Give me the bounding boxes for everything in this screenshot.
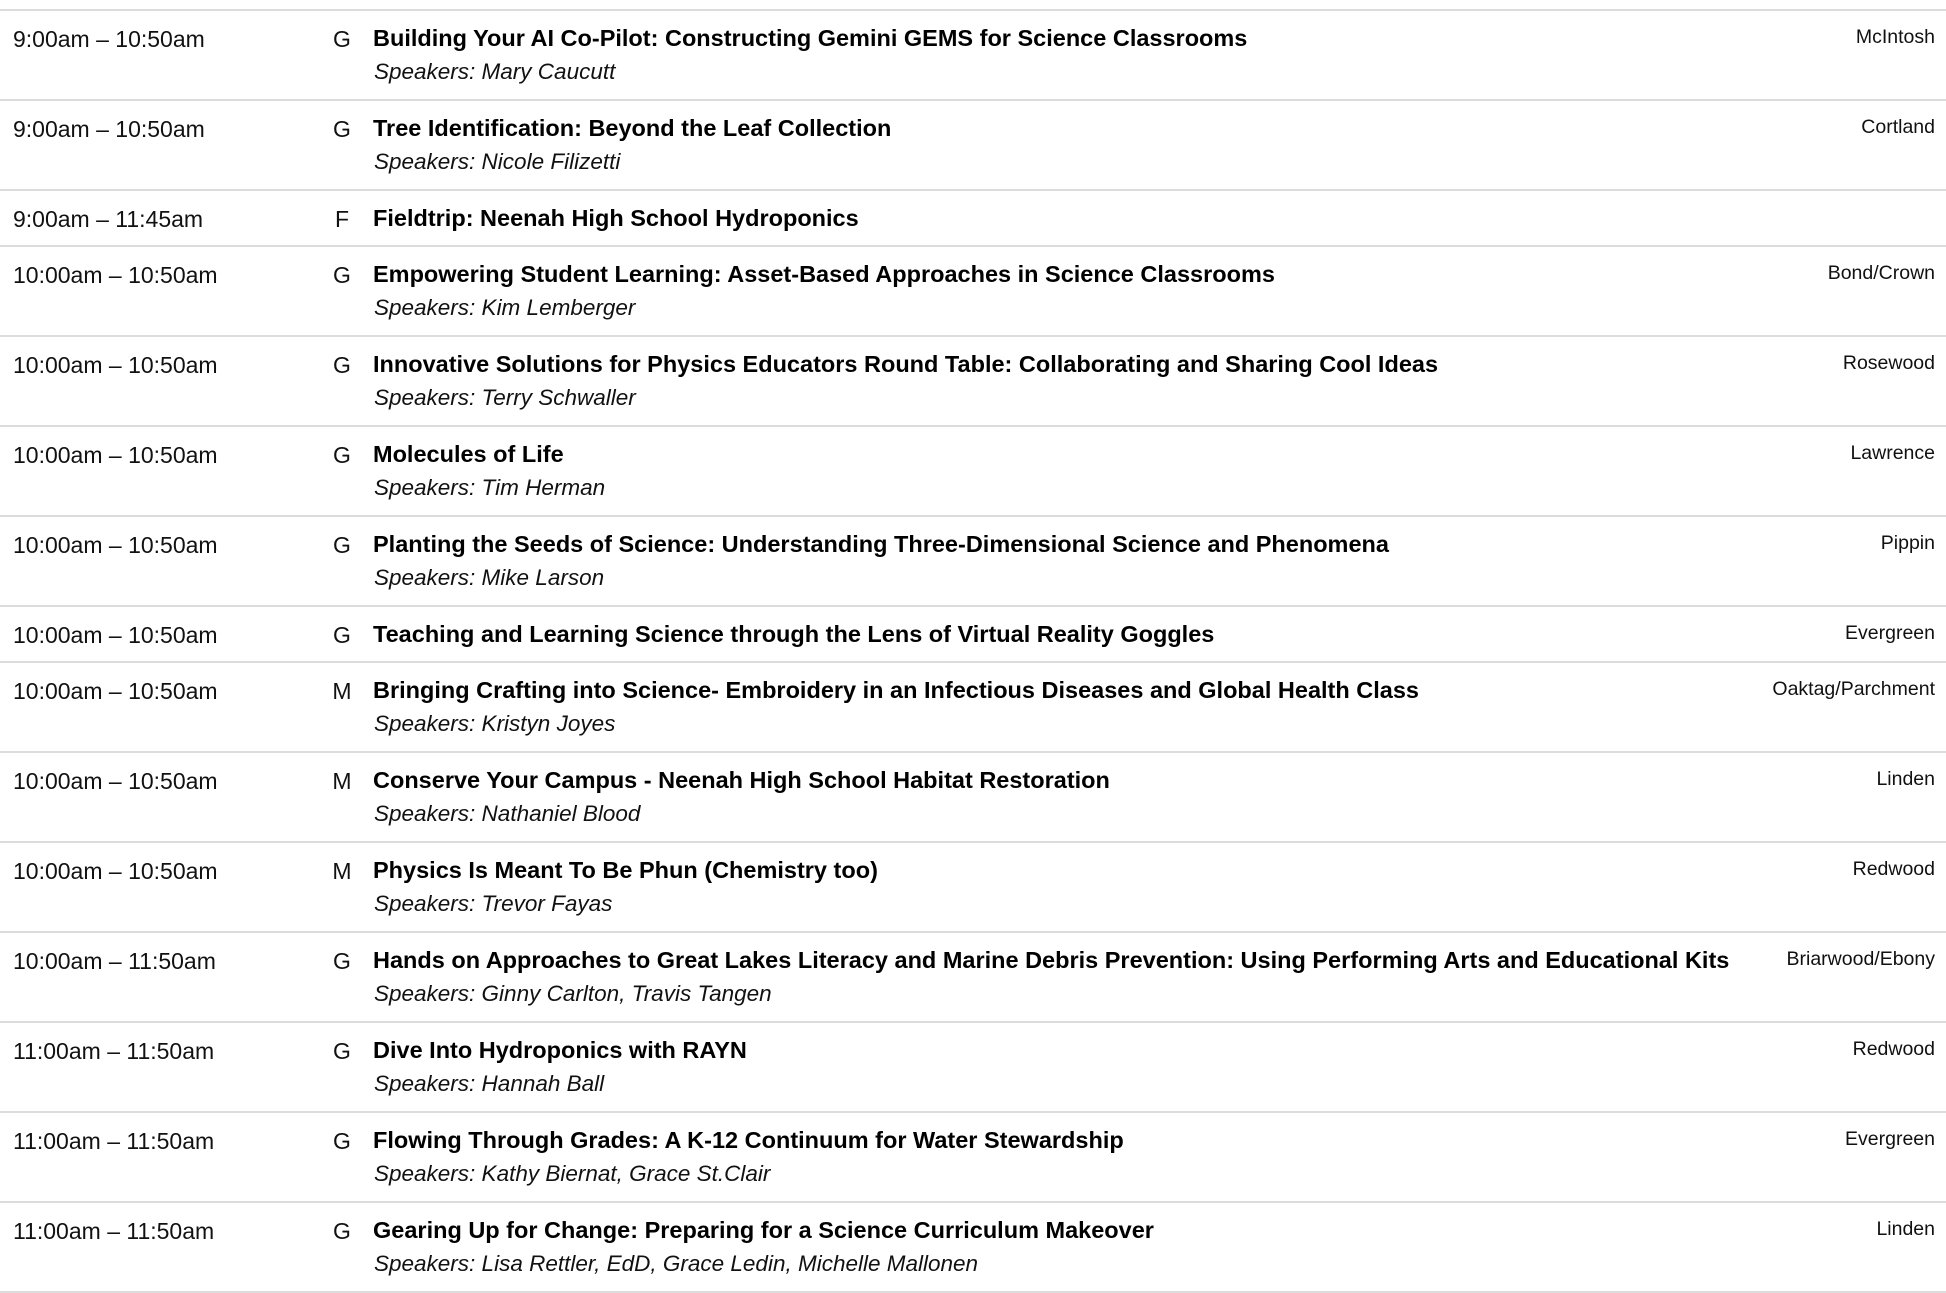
session-time: 10:00am – 10:50am (13, 262, 218, 288)
session-room: Lawrence (1850, 442, 1935, 464)
session-title-link[interactable]: Building Your AI Co-Pilot: Constructing Gemini GEMS for Science Classrooms (373, 25, 1248, 51)
session-time: 11:00am – 11:50am (13, 1038, 215, 1064)
session-title-link[interactable]: Planting the Seeds of Science: Understanding Three-Dimensional Science and Phenomena (373, 531, 1389, 557)
session-track: G (333, 1218, 351, 1244)
session-time: 10:00am – 10:50am (13, 622, 218, 648)
session-time: 10:00am – 10:50am (13, 858, 218, 884)
session-speakers: Speakers: Ginny Carlton, Travis Tangen (374, 981, 772, 1006)
session-time: 10:00am – 11:50am (13, 948, 216, 974)
session-speakers: Speakers: Kathy Biernat, Grace St.Clair (374, 1161, 771, 1186)
session-track: G (333, 1128, 351, 1154)
session-time: 9:00am – 10:50am (13, 116, 205, 142)
session-row[interactable] (0, 1023, 1946, 1113)
session-row[interactable] (0, 1203, 1946, 1293)
session-room: Pippin (1880, 532, 1935, 554)
session-room: Briarwood/Ebony (1786, 948, 1935, 970)
session-room: Oaktag/Parchment (1772, 678, 1935, 700)
session-row[interactable] (0, 427, 1946, 517)
session-track: G (333, 1038, 351, 1064)
session-speakers: Speakers: Mike Larson (374, 565, 605, 590)
session-track: G (333, 352, 351, 378)
session-room: Evergreen (1845, 622, 1935, 644)
session-room: Redwood (1852, 858, 1935, 880)
session-time: 10:00am – 10:50am (13, 442, 218, 468)
session-track: M (332, 678, 352, 704)
session-speakers: Speakers: Trevor Fayas (374, 891, 613, 916)
session-speakers: Speakers: Nicole Filizetti (374, 149, 621, 174)
session-time: 10:00am – 10:50am (13, 768, 218, 794)
session-room: Rosewood (1842, 352, 1935, 374)
session-track: G (333, 622, 351, 648)
session-row[interactable] (0, 247, 1946, 337)
session-row[interactable] (0, 11, 1946, 101)
session-row[interactable] (0, 101, 1946, 191)
schedule-list (0, 9, 1946, 1293)
session-track: F (334, 206, 350, 232)
session-row[interactable] (0, 843, 1946, 933)
session-title-link[interactable]: Empowering Student Learning: Asset-Based Approaches in Science Classrooms (373, 261, 1275, 287)
session-time: 11:00am – 11:50am (13, 1128, 215, 1154)
session-speakers: Speakers: Nathaniel Blood (374, 801, 641, 826)
session-row[interactable] (0, 607, 1946, 663)
session-title-link[interactable]: Flowing Through Grades: A K-12 Continuum for Water Stewardship (373, 1127, 1124, 1153)
session-speakers: Speakers: Terry Schwaller (374, 385, 636, 410)
session-row[interactable] (0, 337, 1946, 427)
session-room: Evergreen (1845, 1128, 1935, 1150)
session-title-link[interactable]: Innovative Solutions for Physics Educators Round Table: Collaborating and Sharing Cool Ideas (373, 351, 1439, 377)
session-speakers: Speakers: Tim Herman (374, 475, 606, 500)
session-title-link[interactable]: Hands on Approaches to Great Lakes Literacy and Marine Debris Prevention: Using Performing Arts and Educational Kits (373, 947, 1730, 973)
session-title-link[interactable]: Molecules of Life (373, 441, 564, 467)
session-time: 10:00am – 10:50am (13, 532, 218, 558)
session-time: 10:00am – 10:50am (13, 678, 218, 704)
session-speakers: Speakers: Hannah Ball (374, 1071, 605, 1096)
session-track: G (333, 262, 351, 288)
session-room: McIntosh (1855, 26, 1935, 48)
session-track: G (333, 948, 351, 974)
session-time: 10:00am – 10:50am (13, 352, 218, 378)
session-title-link[interactable]: Physics Is Meant To Be Phun (Chemistry too) (373, 857, 878, 883)
session-title-link[interactable]: Conserve Your Campus - Neenah High School Habitat Restoration (373, 767, 1110, 793)
session-speakers: Speakers: Mary Caucutt (374, 59, 616, 84)
session-track: G (333, 532, 351, 558)
session-room: Bond/Crown (1827, 262, 1935, 284)
session-track: G (333, 26, 351, 52)
session-row[interactable] (0, 191, 1946, 247)
session-title-link[interactable]: Fieldtrip: Neenah High School Hydroponics (373, 205, 859, 231)
session-room: Redwood (1852, 1038, 1935, 1060)
session-speakers: Speakers: Kim Lemberger (374, 295, 636, 320)
session-title-link[interactable]: Bringing Crafting into Science- Embroidery in an Infectious Diseases and Global Health Class (373, 677, 1419, 703)
session-row[interactable] (0, 933, 1946, 1023)
session-room: Linden (1876, 1218, 1935, 1240)
session-time: 9:00am – 10:50am (13, 26, 205, 52)
session-speakers: Speakers: Kristyn Joyes (374, 711, 616, 736)
session-title-link[interactable]: Teaching and Learning Science through the Lens of Virtual Reality Goggles (373, 621, 1215, 647)
session-row[interactable] (0, 663, 1946, 753)
session-room: Cortland (1861, 116, 1935, 138)
session-time: 9:00am – 11:45am (13, 206, 204, 232)
session-title-link[interactable]: Gearing Up for Change: Preparing for a Science Curriculum Makeover (373, 1217, 1154, 1243)
session-track: M (332, 858, 352, 884)
session-speakers: Speakers: Lisa Rettler, EdD, Grace Ledin, Michelle Mallonen (374, 1251, 979, 1276)
session-room: Linden (1876, 768, 1935, 790)
session-track: G (333, 442, 351, 468)
session-track: G (333, 116, 351, 142)
session-row[interactable] (0, 517, 1946, 607)
session-row[interactable] (0, 1113, 1946, 1203)
session-title-link[interactable]: Tree Identification: Beyond the Leaf Collection (373, 115, 892, 141)
session-time: 11:00am – 11:50am (13, 1218, 215, 1244)
session-track: M (332, 768, 352, 794)
session-row[interactable] (0, 753, 1946, 843)
session-title-link[interactable]: Dive Into Hydroponics with RAYN (373, 1037, 747, 1063)
